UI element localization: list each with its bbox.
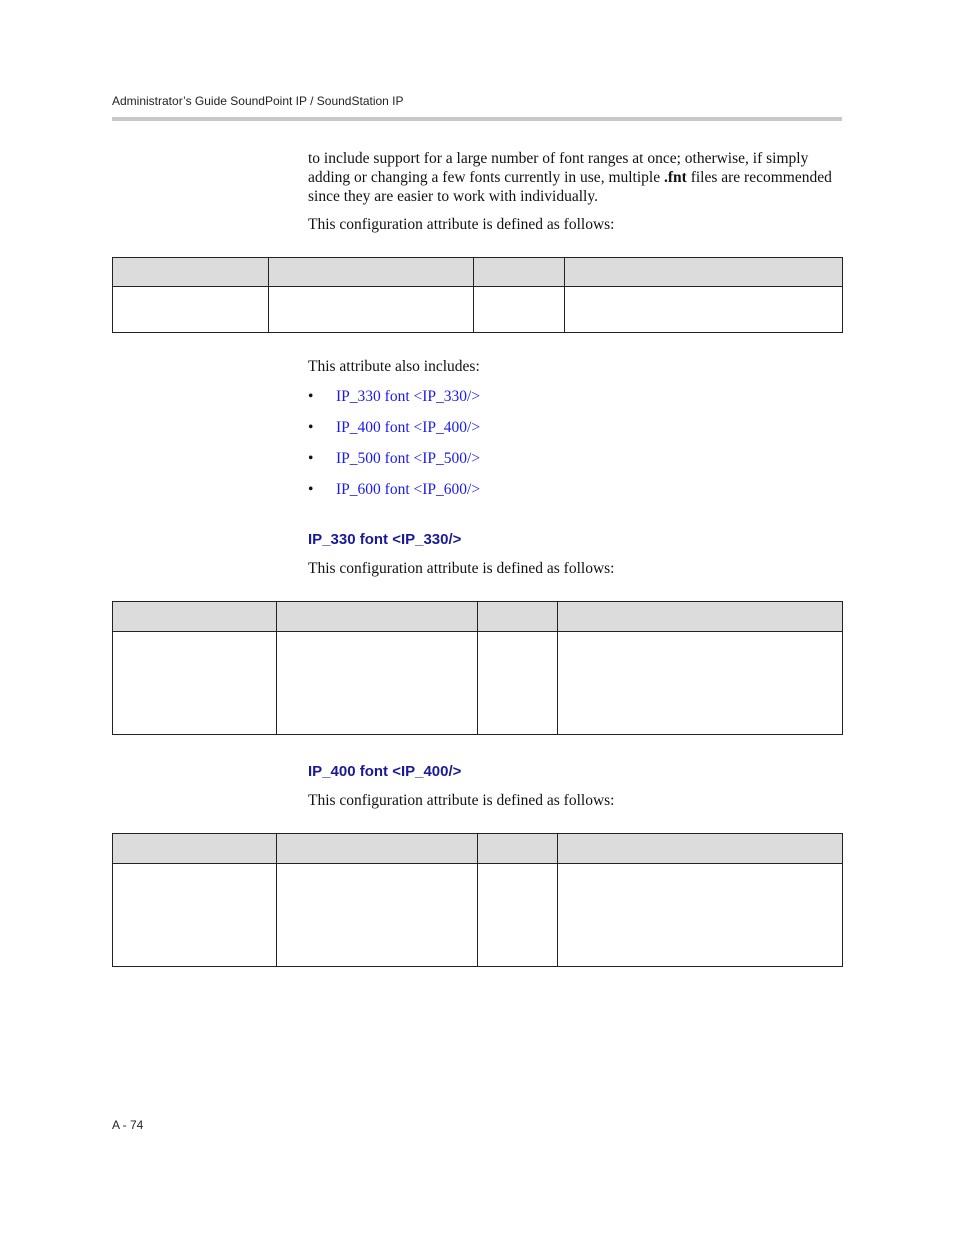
table-row [113, 864, 843, 967]
section-heading-ip-400: IP_400 font <IP_400/> [308, 763, 462, 780]
link-ip-330-font[interactable]: IP_330 font <IP_330/> [336, 388, 481, 405]
link-ip-400-font[interactable]: IP_400 font <IP_400/> [336, 419, 481, 436]
intro-text-2: files are recommended since they are easier to work with individually. [308, 169, 832, 205]
defined-as-text: This configuration attribute is defined as follows: [308, 560, 615, 577]
attribute-table-ip-400 [112, 833, 843, 967]
table-header-row [113, 258, 843, 287]
defined-as-text: This configuration attribute is defined as follows: [308, 216, 615, 233]
running-header: Administrator’s Guide SoundPoint IP / SoundStation IP [112, 94, 404, 108]
table-row [113, 287, 843, 333]
bullet-icon: • [308, 419, 314, 436]
table-header-row [113, 834, 843, 864]
fnt-extension: .fnt [663, 169, 687, 186]
intro-paragraph [308, 149, 842, 206]
attribute-table-ip-330 [112, 601, 843, 735]
page-number: A - 74 [112, 1118, 144, 1132]
link-ip-600-font[interactable]: IP_600 font <IP_600/> [336, 481, 481, 498]
bullet-icon: • [308, 388, 314, 405]
table-header-row [113, 602, 843, 632]
bullet-icon: • [308, 481, 314, 498]
also-includes-label: This attribute also includes: [308, 358, 480, 375]
section-heading-ip-330: IP_330 font <IP_330/> [308, 531, 462, 548]
table-row [113, 632, 843, 735]
link-ip-500-font[interactable]: IP_500 font <IP_500/> [336, 450, 481, 467]
attribute-table-1 [112, 257, 843, 333]
intro-text-1: to include support for a large number of font ranges at once; otherwise, if simply adding or changing a few fonts currently in use, multiple [308, 150, 809, 186]
header-rule [112, 117, 842, 121]
bullet-icon: • [308, 450, 314, 467]
defined-as-text: This configuration attribute is defined as follows: [308, 792, 615, 809]
